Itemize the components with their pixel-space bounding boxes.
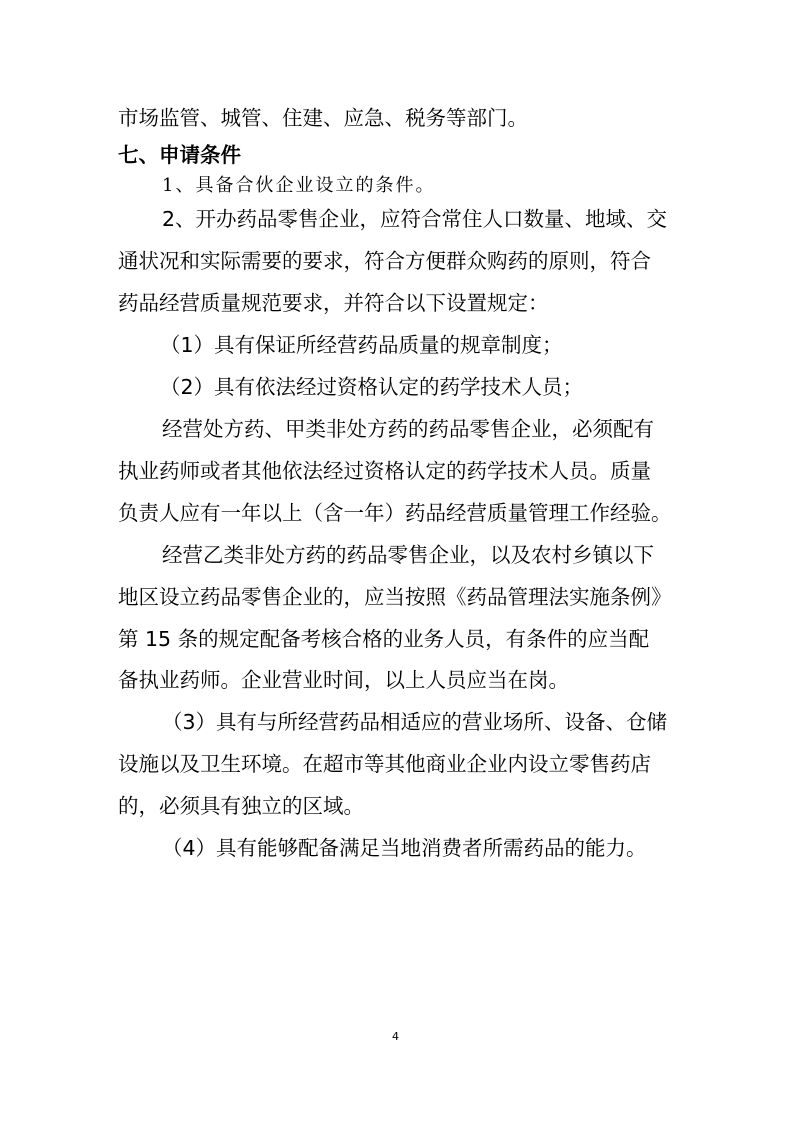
text-line: 执业药师或者其他依法经过资格认定的药学技术人员。质量 [118, 459, 651, 483]
text-line: （3）具有与所经营药品相适应的营业场所、设备、仓储 [162, 710, 668, 734]
text-line: 负责人应有一年以上（含一年）药品经营质量管理工作经验。 [118, 501, 672, 525]
section-heading: 七、申请条件 [118, 143, 241, 167]
text-line: 经营处方药、甲类非处方药的药品零售企业，必须配有 [162, 417, 654, 441]
text-line: 的，必须具有独立的区域。 [118, 794, 364, 818]
text-line: 2、开办药品零售企业，应符合常住人口数量、地域、交 [162, 207, 668, 231]
text-line: 备执业药师。企业营业时间，以上人员应当在岗。 [118, 668, 569, 692]
text-line: 通状况和实际需要的要求，符合方便群众购药的原则，符合 [118, 249, 651, 273]
text-line: 地区设立药品零售企业的，应当按照《药品管理法实施条例》 [118, 585, 672, 609]
text-line: （2）具有依法经过资格认定的药学技术人员； [160, 375, 584, 399]
text-line: 经营乙类非处方药的药品零售企业，以及农村乡镇以下 [162, 543, 654, 567]
text-line: （4）具有能够配备满足当地消费者所需药品的能力。 [162, 836, 647, 860]
text-line: （1）具有保证所经营药品质量的规章制度； [160, 333, 563, 357]
text-line: 1、具备合伙企业设立的条件。 [162, 175, 436, 196]
page-number: 4 [392, 1030, 399, 1043]
text-line: 市场监管、城管、住建、应急、税务等部门。 [118, 106, 528, 130]
text-line: 设施以及卫生环境。在超市等其他商业企业内设立零售药店 [118, 752, 651, 776]
text-line: 药品经营质量规范要求，并符合以下设置规定： [118, 291, 549, 315]
text-line: 第 15 条的规定配备考核合格的业务人员，有条件的应当配 [118, 627, 650, 651]
